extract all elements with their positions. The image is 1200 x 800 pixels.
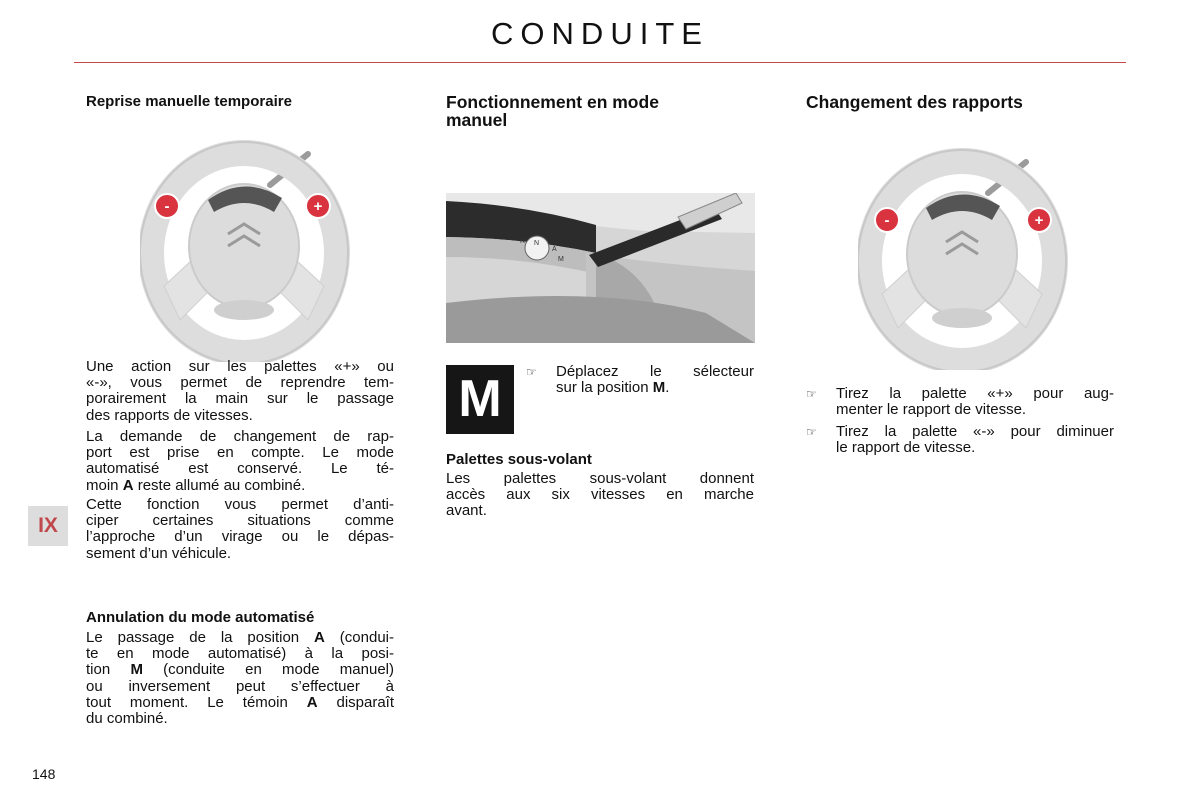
- selector-label-a: A: [552, 246, 557, 253]
- selector-label-m: M: [558, 256, 564, 263]
- manual-mode-letter: M: [458, 370, 502, 428]
- minus-paddle-label: -: [164, 198, 170, 215]
- plus-paddle-label: +: [313, 198, 323, 215]
- manual-mode-badge: [446, 365, 514, 434]
- page-number: 148: [32, 766, 56, 782]
- pointing-hand-icon: ☞: [806, 387, 817, 401]
- bullet-tirez-moins: ☞ Tirez la palette «-» pour diminuer le rapport de vitesse.: [806, 423, 1114, 457]
- pointing-hand-icon: ☞: [526, 365, 537, 379]
- heading-reprise-manuelle: Reprise manuelle temporaire: [86, 93, 292, 110]
- selector-label-n: N: [534, 240, 540, 247]
- chapter-tab[interactable]: IX: [28, 506, 68, 546]
- steering-wheel-illustration-2: [858, 148, 1070, 370]
- gear-selector-illustration: [446, 193, 755, 343]
- heading-fonctionnement-manuel: Fonctionnement en mode manuel: [446, 92, 659, 130]
- paragraph-reprise-3: Cette fonction vous permet d’anti- ciper certaines situations comme l’approche d’un virage ou le dépas- sement d’un véhicule.: [86, 496, 394, 562]
- steering-wheel-illustration-1: [140, 140, 352, 362]
- page-title: CONDUITE: [491, 16, 709, 51]
- paragraph-reprise-2: La demande de changement de rap- port est prise en compte. Le mode automatisé est conservé. Le té- moin A reste allumé au combiné.: [86, 428, 394, 494]
- paragraph-reprise-1: Une action sur les palettes «+» ou «-», vous permet de reprendre tem- porairement la main sur le passage des rapports de vitesses.: [86, 358, 394, 424]
- paragraph-palettes: Les palettes sous-volant donnent accès aux six vitesses en marche avant.: [446, 470, 754, 520]
- heading-palettes-sous-volant: Palettes sous-volant: [446, 451, 592, 468]
- bullet-tirez-plus: ☞ Tirez la palette «+» pour aug- menter le rapport de vitesse.: [806, 385, 1114, 419]
- heading-annulation: Annulation du mode automatisé: [86, 609, 315, 626]
- heading-changement-rapports: Changement des rapports: [806, 92, 1023, 112]
- title-divider: [74, 62, 1126, 63]
- plus-paddle-label: +: [1034, 212, 1044, 229]
- pointing-hand-icon: ☞: [806, 425, 817, 439]
- minus-paddle-label: -: [884, 212, 890, 229]
- bullet-deplacez-selecteur: ☞ Déplacez le sélecteur sur la position M.: [526, 363, 754, 397]
- paragraph-annulation: Le passage de la position A (condui- te en mode automatisé) à la posi- tion M (conduite en mode manuel) ou inversement peut s’effectuer à tout moment. Le témoin A disparaît du combiné.: [86, 629, 395, 728]
- selector-label-r: R: [520, 238, 526, 245]
